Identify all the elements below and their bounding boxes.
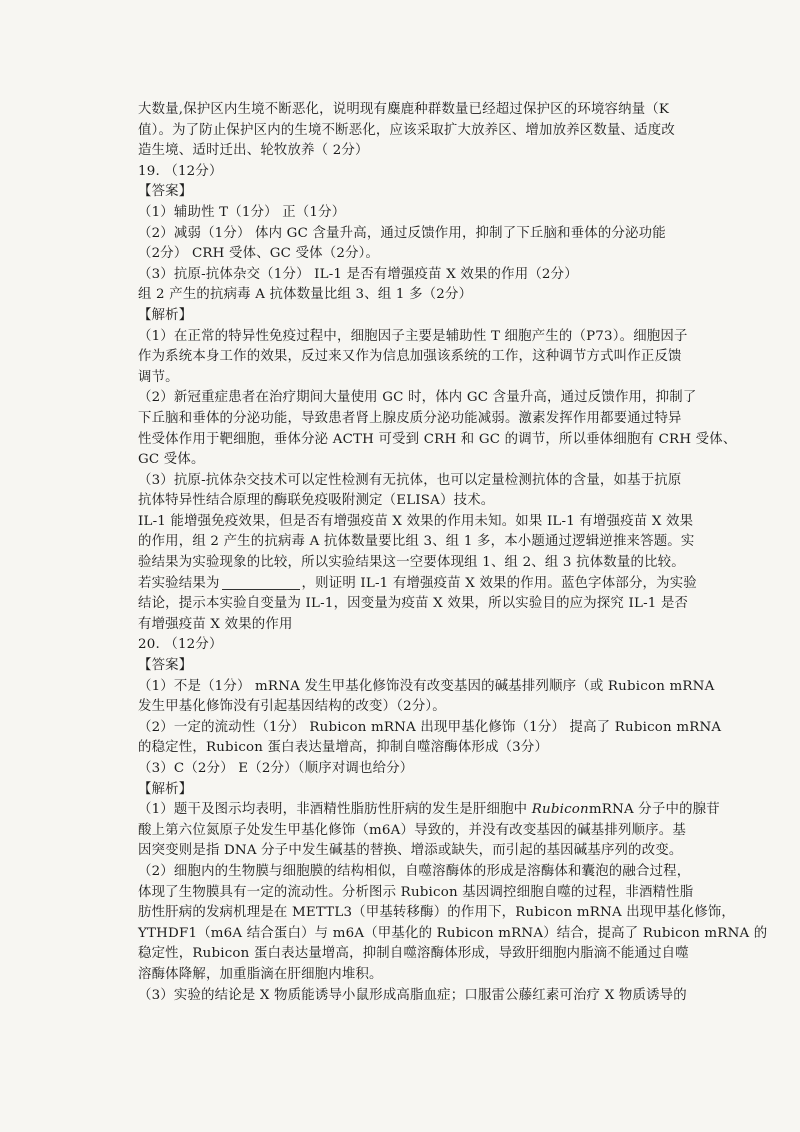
- answer-line: （1）辅助性 T（1分） 正（1分）: [138, 204, 346, 220]
- answer-line: （2）减弱（1分） 体内 GC 含量升高，通过反馈作用，抑制了下丘脑和垂体的分泌功能: [138, 225, 666, 241]
- analysis-line: 因突变则是指 DNA 分子中发生碱基的替换、增添或缺失，而引起的基因碱基序列的改变。: [138, 843, 683, 859]
- analysis-line: 性受体作用于靶细胞，垂体分泌 ACTH 可受到 CRH 和 GC 的调节，所以垂体细胞有 CRH 受体、: [138, 431, 737, 447]
- analysis-line: （2）新冠重症患者在治疗期间大量使用 GC 时，体内 GC 含量升高，通过反馈作用，抑制了: [138, 390, 697, 406]
- blank-line-after: ，则证明 IL-1 有增强疫苗 X 效果的作用。蓝色字体部分，为实验: [301, 575, 697, 591]
- analysis-line: 调节。: [138, 369, 179, 385]
- analysis-line: 肪性肝病的发病机理是在 METTL3（甲基转移酶）的作用下，Rubicon mRNA 出现甲基化修饰，: [138, 905, 735, 921]
- answer-line: 组 2 产生的抗病毒 A 抗体数量比组 3、组 1 多（2分）: [138, 287, 473, 303]
- analysis-line: 验结果为实验现象的比较，所以实验结果这一空要体现组 1、组 2、组 3 抗体数量的比较。: [138, 555, 685, 571]
- analysis-text: mRNA 分子中的腺苷: [588, 802, 720, 818]
- analysis-line: 酸上第六位氮原子处发生甲基化修饰（m6A）导致的，并没有改变基因的碱基排列顺序。基: [138, 822, 686, 838]
- analysis-line: YTHDF1（m6A 结合蛋白）与 m6A（甲基化的 Rubicon mRNA）结合，提高了 Rubicon mRNA 的: [138, 925, 768, 941]
- text-line: 造生境、适时迁出、轮牧放养（ 2分）: [138, 143, 369, 159]
- question-heading: 20. （12分）: [138, 637, 223, 653]
- fill-in-blank: [222, 575, 300, 590]
- question-heading: 19. （12分）: [138, 163, 223, 179]
- answer-line: （2）一定的流动性（1分） Rubicon mRNA 出现甲基化修饰（1分） 提高了 Rubicon mRNA: [138, 719, 722, 735]
- analysis-line: 溶酶体降解，加重脂滴在肝细胞内堆积。: [138, 966, 383, 982]
- gene-name-italic: Rubicon: [531, 802, 589, 818]
- analysis-line: （2）细胞内的生物膜与细胞膜的结构相似，自噬溶酶体的形成是溶酶体和囊泡的融合过程，: [138, 863, 691, 879]
- analysis-line: [138, 800, 720, 821]
- analysis-label: 【解析】: [138, 781, 193, 797]
- answer-line: （1）不是（1分） mRNA 发生甲基化修饰没有改变基因的碱基排列顺序（或 Rubicon mRNA: [138, 678, 715, 694]
- answer-line: （2分） CRH 受体、GC 受体（2分）。: [138, 246, 380, 262]
- analysis-line: 的作用，组 2 产生的抗病毒 A 抗体数量要比组 3、组 1 多，本小题通过逻辑逆推来答题。实: [138, 534, 695, 550]
- question-19: [138, 162, 737, 636]
- analysis-line: （3）抗原-抗体杂交技术可以定性检测有无抗体，也可以定量检测抗体的含量，如基于抗原: [138, 472, 682, 488]
- answer-line: 发生甲基化修饰没有引起基因结构的改变）（2分）。: [138, 699, 446, 715]
- text-line: 值）。为了防止保护区内的生境不断恶化，应该采取扩大放养区、增加放养区数量、适度改: [138, 122, 675, 138]
- analysis-line: IL-1 能增强免疫效果，但是否有增强疫苗 X 效果的作用未知。如果 IL-1 有增强疫苗 X 效果: [138, 513, 694, 529]
- answer-line: 的稳定性，Rubicon 蛋白表达量增高，抑制自噬溶酶体形成（3分）: [138, 740, 549, 756]
- analysis-line: GC 受体。: [138, 452, 205, 468]
- analysis-line: （1）在正常的特异性免疫过程中，细胞因子主要是辅助性 T 细胞产生的（P73）。细胞因子: [138, 328, 688, 344]
- analysis-line: 作为系统本身工作的效果，反过来又作为信息加强该系统的工作，这种调节方式叫作正反馈: [138, 349, 682, 365]
- analysis-line-with-blank: [138, 574, 697, 595]
- analysis-line: 结论，提示本实验自变量为 IL-1，因变量为疫苗 X 效果，所以实验目的应为探究 IL-1 是否: [138, 596, 689, 612]
- answer-line: （3）抗原-抗体杂交（1分） IL-1 是否有增强疫苗 X 效果的作用（2分）: [138, 266, 578, 282]
- analysis-line: 稳定性，Rubicon 蛋白表达量增高，抑制自噬溶酶体形成，导致肝细胞内脂滴不能通过自噬: [138, 946, 689, 962]
- analysis-label: 【解析】: [138, 307, 193, 323]
- blank-line-before: 若实验结果为: [138, 575, 220, 591]
- analysis-line: 下丘脑和垂体的分泌功能，导致患者肾上腺皮质分泌功能减弱。激素发挥作用都要通过特异: [138, 410, 682, 426]
- analysis-text: （1）题干及图示均表明，非酒精性脂肪性肝病的发生是肝细胞中: [138, 802, 532, 818]
- analysis-line: 体现了生物膜具有一定的流动性。分析图示 Rubicon 基因调控细胞自噬的过程，非酒精性脂: [138, 884, 694, 900]
- analysis-line: 抗体特异性结合原理的酶联免疫吸附测定（ELISA）技术。: [138, 493, 495, 509]
- answer-label: 【答案】: [138, 658, 193, 674]
- text-line: 大数量,保护区内生境不断恶化，说明现有麋鹿种群数量已经超过保护区的环境容纳量（K: [138, 102, 670, 117]
- question-20: [138, 635, 768, 1006]
- analysis-line: （3）实验的结论是 X 物质能诱导小鼠形成高脂血症；口服雷公藤红素可治疗 X 物质诱导的: [138, 987, 687, 1003]
- analysis-line: 有增强疫苗 X 效果的作用: [138, 616, 293, 632]
- intro-paragraph: [138, 100, 682, 162]
- answer-label: 【答案】: [138, 184, 193, 200]
- answer-line: （3）C（2分） E（2分）（顺序对调也给分）: [138, 761, 414, 776]
